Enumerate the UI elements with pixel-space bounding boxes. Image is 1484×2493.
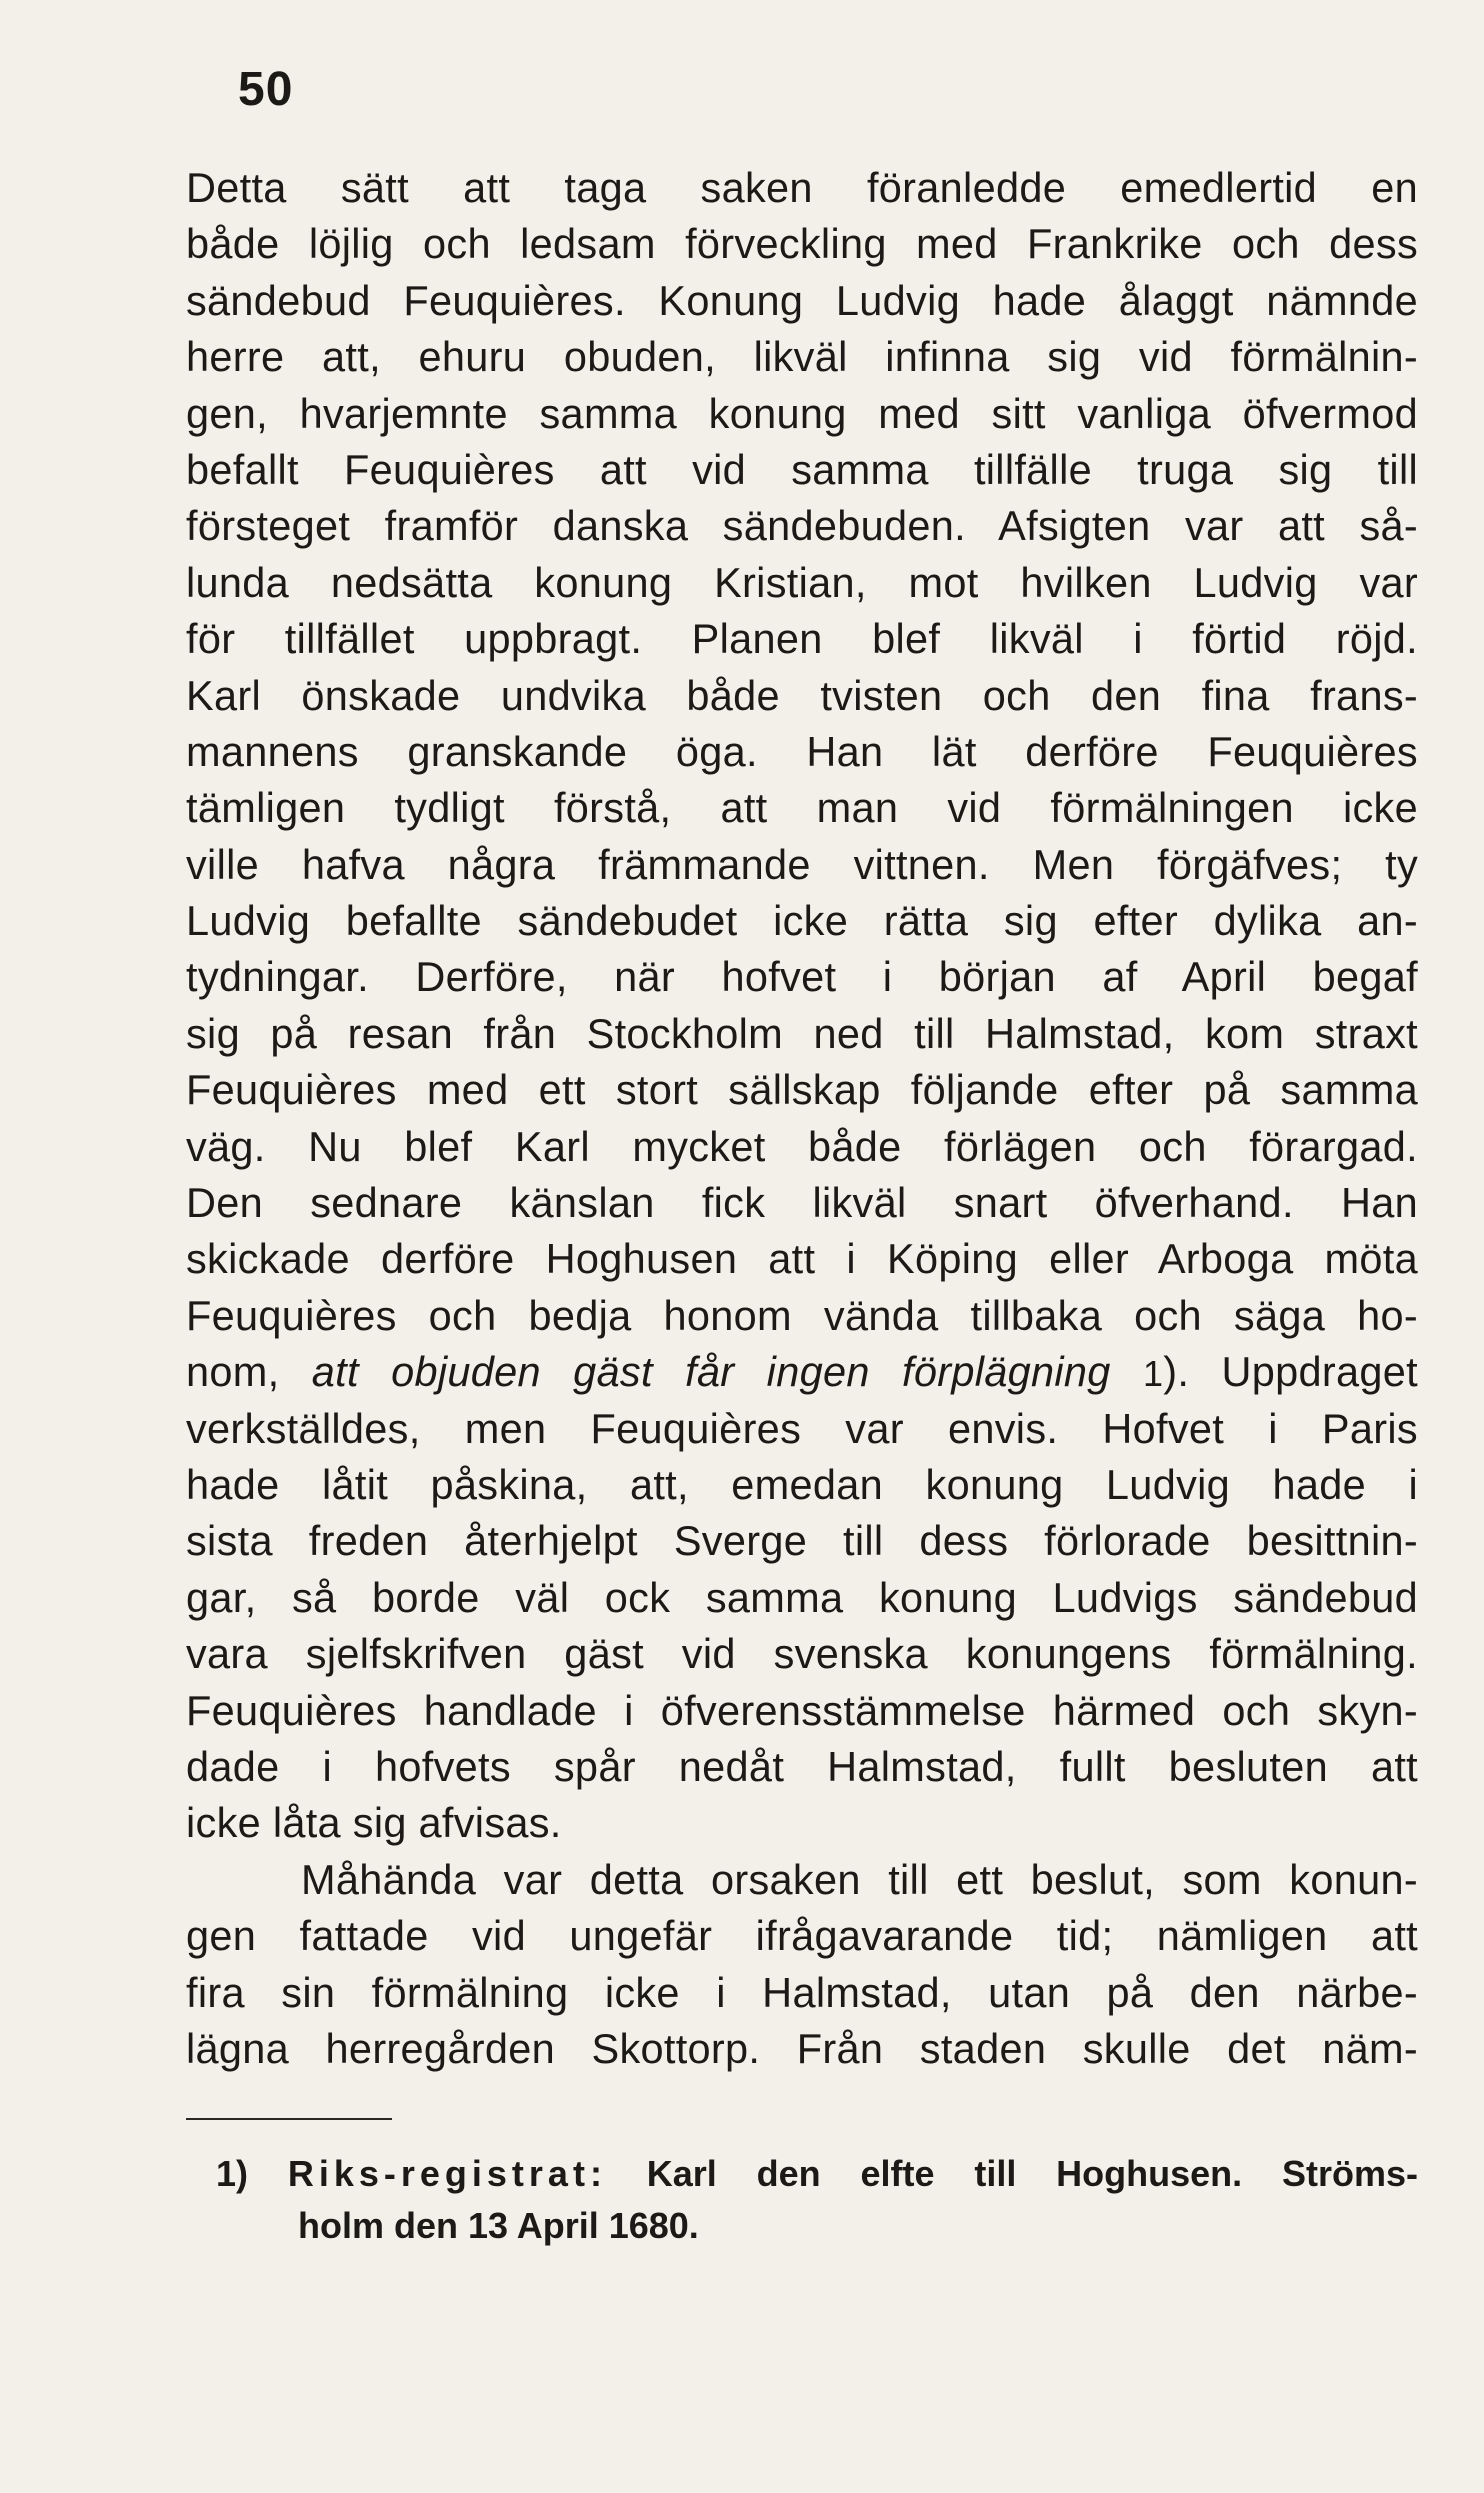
text-line: Ludvig befallte sändebudet icke rätta sig efter dylika an- [186, 897, 1418, 945]
footnote-source: Riks-registrat: [287, 2153, 607, 2194]
text-line-with-italic [186, 1344, 1418, 1400]
footnote-marker: 1) [216, 2153, 249, 2194]
text-line: gen, hvarjemnte samma konung med sitt vanliga öfvermod [186, 389, 1418, 437]
text-line: Detta sätt att taga saken föranledde emedlertid en [186, 164, 1418, 211]
text-line: ville hafva några främmande vittnen. Men förgäfves; ty [186, 840, 1418, 888]
text-line: herre att, ehuru obuden, likväl infinna sig vid förmälnin- [186, 333, 1418, 381]
text-line: Feuquières med ett stort sällskap följande efter på samma [186, 1066, 1418, 1114]
footnote-reference: 1 [1142, 1353, 1164, 1395]
text-line: lägna herregården Skottorp. Från staden skulle det näm- [186, 2024, 1418, 2072]
text-line: vara sjelfskrifven gäst vid svenska konungens förmälning. [186, 1630, 1418, 1678]
text-line: verkställdes, men Feuquières var envis. Hofvet i Paris [186, 1404, 1418, 1452]
text-line: gen fattade vid ungefär ifrågavarande tid; nämligen att [186, 1912, 1418, 1960]
text-line: Den sednare känslan fick likväl snart öfverhand. Han [186, 1179, 1418, 1227]
text-line: gar, så borde väl ock samma konung Ludvigs sändebud [186, 1573, 1418, 1621]
italic-quote: att objuden gäst får ingen förplägning [311, 1348, 1111, 1396]
text-line: dade i hofvets spår nedåt Halmstad, fullt besluten att [186, 1742, 1418, 1790]
text-line: väg. Nu blef Karl mycket både förlägen och förargad. [186, 1122, 1418, 1170]
text-line: mannens granskande öga. Han lät derföre Feuquières [186, 727, 1418, 775]
text-fragment: ). Uppdraget [1163, 1348, 1418, 1396]
text-line: befallt Feuquières att vid samma tillfälle truga sig till [186, 445, 1418, 493]
footnote-line: holm den 13 April 1680. [298, 2205, 699, 2246]
text-line: sändebud Feuquières. Konung Ludvig hade ålaggt nämnde [186, 276, 1418, 324]
text-line: Karl önskade undvika både tvisten och den fina frans- [186, 671, 1418, 719]
footnote-text: Karl den elfte till Hoghusen. Ströms- [646, 2153, 1418, 2194]
text-fragment: nom, [186, 1348, 312, 1396]
text-line: både löjlig och ledsam förveckling med Frankrike och dess [186, 220, 1418, 268]
text-line: icke låta sig afvisas. [186, 1799, 562, 1847]
footnote-divider [186, 2118, 392, 2120]
text-line: tämligen tydligt förstå, att man vid förmälningen icke [186, 784, 1418, 832]
text-line: fira sin förmälning icke i Halmstad, utan på den närbe- [186, 1968, 1418, 2016]
footnote-line [216, 2148, 1418, 2200]
text-line: Feuquières handlade i öfverensstämmelse härmed och skyn- [186, 1686, 1418, 1734]
text-line: skickade derföre Hoghusen att i Köping eller Arboga möta [186, 1235, 1418, 1283]
text-line: sig på resan från Stockholm ned till Halmstad, kom straxt [186, 1009, 1418, 1057]
text-line: tydningar. Derföre, när hofvet i början af April begaf [186, 953, 1418, 1001]
footnote [216, 2148, 1418, 2252]
text-line: hade låtit påskina, att, emedan konung Ludvig hade i [186, 1460, 1418, 1508]
text-line: för tillfället uppbragt. Planen blef likväl i förtid röjd. [186, 615, 1418, 663]
body-text [186, 160, 1418, 2077]
text-line: lunda nedsätta konung Kristian, mot hvilken Ludvig var [186, 558, 1418, 606]
text-line: försteget framför danska sändebuden. Afsigten var att så- [186, 502, 1418, 550]
page-number: 50 [238, 63, 294, 116]
text-line: Feuquières och bedja honom vända tillbaka och säga ho- [186, 1291, 1418, 1339]
text-line: sista freden återhjelpt Sverge till dess förlorade besittnin- [186, 1517, 1418, 1565]
paragraph-start-line: Måhända var detta orsaken till ett beslut, som konun- [301, 1855, 1418, 1903]
